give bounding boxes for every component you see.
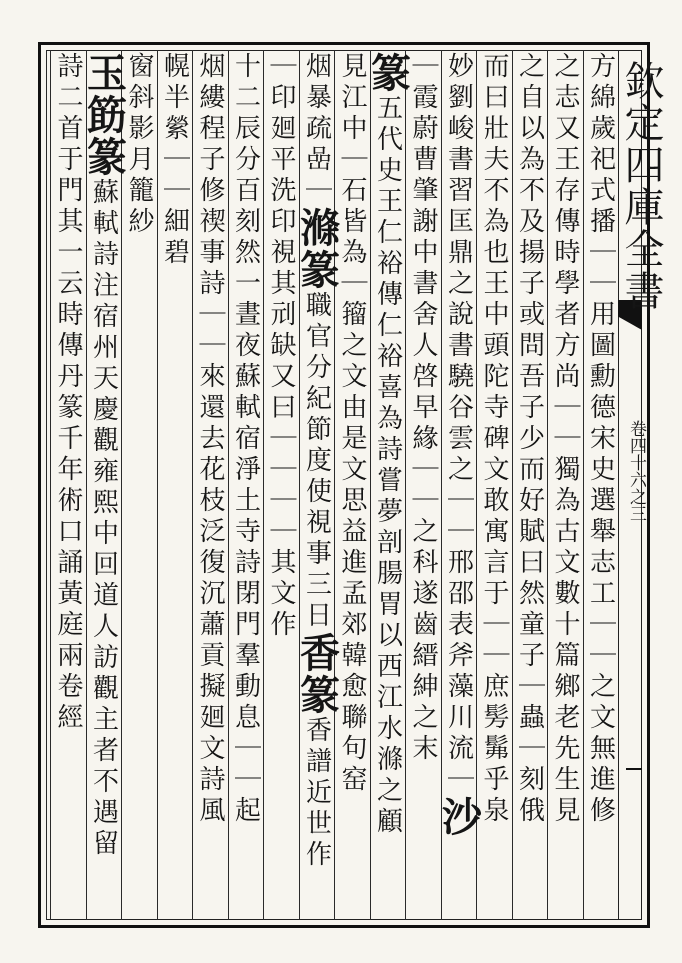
column-text: ｜｜其文作 [266,486,296,641]
column-text: 五代史王仁裕傳仁裕喜為詩嘗夢剖腸胃以西江水滌之顧 [372,94,403,838]
text-column [336,52,368,914]
column-rule [228,50,229,920]
text-column [230,52,262,914]
column-text: 蘇軾詩注宿州天慶觀雍熙中回道人訪觀主者不遇留 [88,178,119,860]
entry-heading: 篆 [364,52,412,94]
column-rule [583,50,584,920]
column-rule [512,50,513,920]
column-text: ｜印廻平 [266,52,296,176]
entry-heading: 沙 [435,796,483,838]
text-column [435,52,483,914]
text-column [549,52,581,914]
column-rule [334,50,335,920]
column-text: 詩二首于門其一云時傳丹篆千年術口誦黃庭兩卷經 [53,52,83,734]
column-text: ｜霞蔚曹肇謝中書舍人啓早緣｜｜之科遂齒縉紳之末 [408,52,438,765]
column-text: 妙劉峻書習匡鼎之說書驍谷雲之｜｜邢邵表斧藻川流｜ [443,52,474,796]
text-column [52,52,84,914]
text-column [293,52,341,914]
column-text: 洗印視其刓缺又曰｜｜ [266,176,296,486]
column-text: 職官分紀節度使視事三日 [301,291,332,632]
column-rule [476,50,477,920]
column-rule [299,50,300,920]
text-column [123,52,155,914]
column-text: 見江中｜石皆為｜籀之文由是文思益進孟郊韓愈聯句窑 [337,52,367,796]
column-text: 之自以為不及揚子或問吾子少而好賦曰然童子｜蟲｜刻俄 [514,52,545,827]
column-text: 烟縷程子修禊事詩｜｜來還去花枝泛復沉蕭貢擬廻文詩風 [195,52,225,827]
library-title: 欽定四庫全書 [618,60,664,312]
column-text: 幌半縈｜｜細碧 [159,52,190,269]
entry-heading: 香篆 [293,632,341,716]
column-rule [192,50,193,920]
margin-rule [626,768,642,770]
text-column [407,52,439,914]
entry-heading: 滌篆 [293,207,341,291]
column-rule [263,50,264,920]
text-column [159,52,191,914]
column-rule [157,50,158,920]
entry-heading: 玉筯篆 [80,52,128,178]
column-text: 之志又王存傳時學者方尚｜｜獨為古文數十篇鄉老先生見 [550,52,580,827]
volume-label: 卷四十六之三 [626,420,646,522]
text-column [478,52,510,914]
column-text: 香譜近世作 [301,716,332,871]
column-text: 方綿歲祀式播｜｜用圖勳德宋史選舉志工｜｜之文無進修 [585,52,616,827]
column-rule [46,50,47,920]
column-text: 窗斜影月籠紗 [124,52,154,238]
column-text: 烟暴疏嵒｜ [301,52,332,207]
column-rule [121,50,122,920]
column-rule [441,50,442,920]
column-rule [86,50,87,920]
column-rule [547,50,548,920]
text-column [364,52,412,914]
column-rule [405,50,406,920]
column-text: 而曰壯夫不為也王中頭陀寺碑文敢寓言于｜｜庶髣髴乎泉 [479,52,509,827]
text-column [194,52,226,914]
column-rule [50,50,51,920]
text-column [585,52,617,914]
column-rule [370,50,371,920]
text-column [265,52,297,914]
column-text: 十二辰分百刻然一晝夜蘇軾宿淨土寺詩閉門羣動息｜｜起 [230,52,261,827]
text-column [514,52,546,914]
text-column [80,52,128,914]
